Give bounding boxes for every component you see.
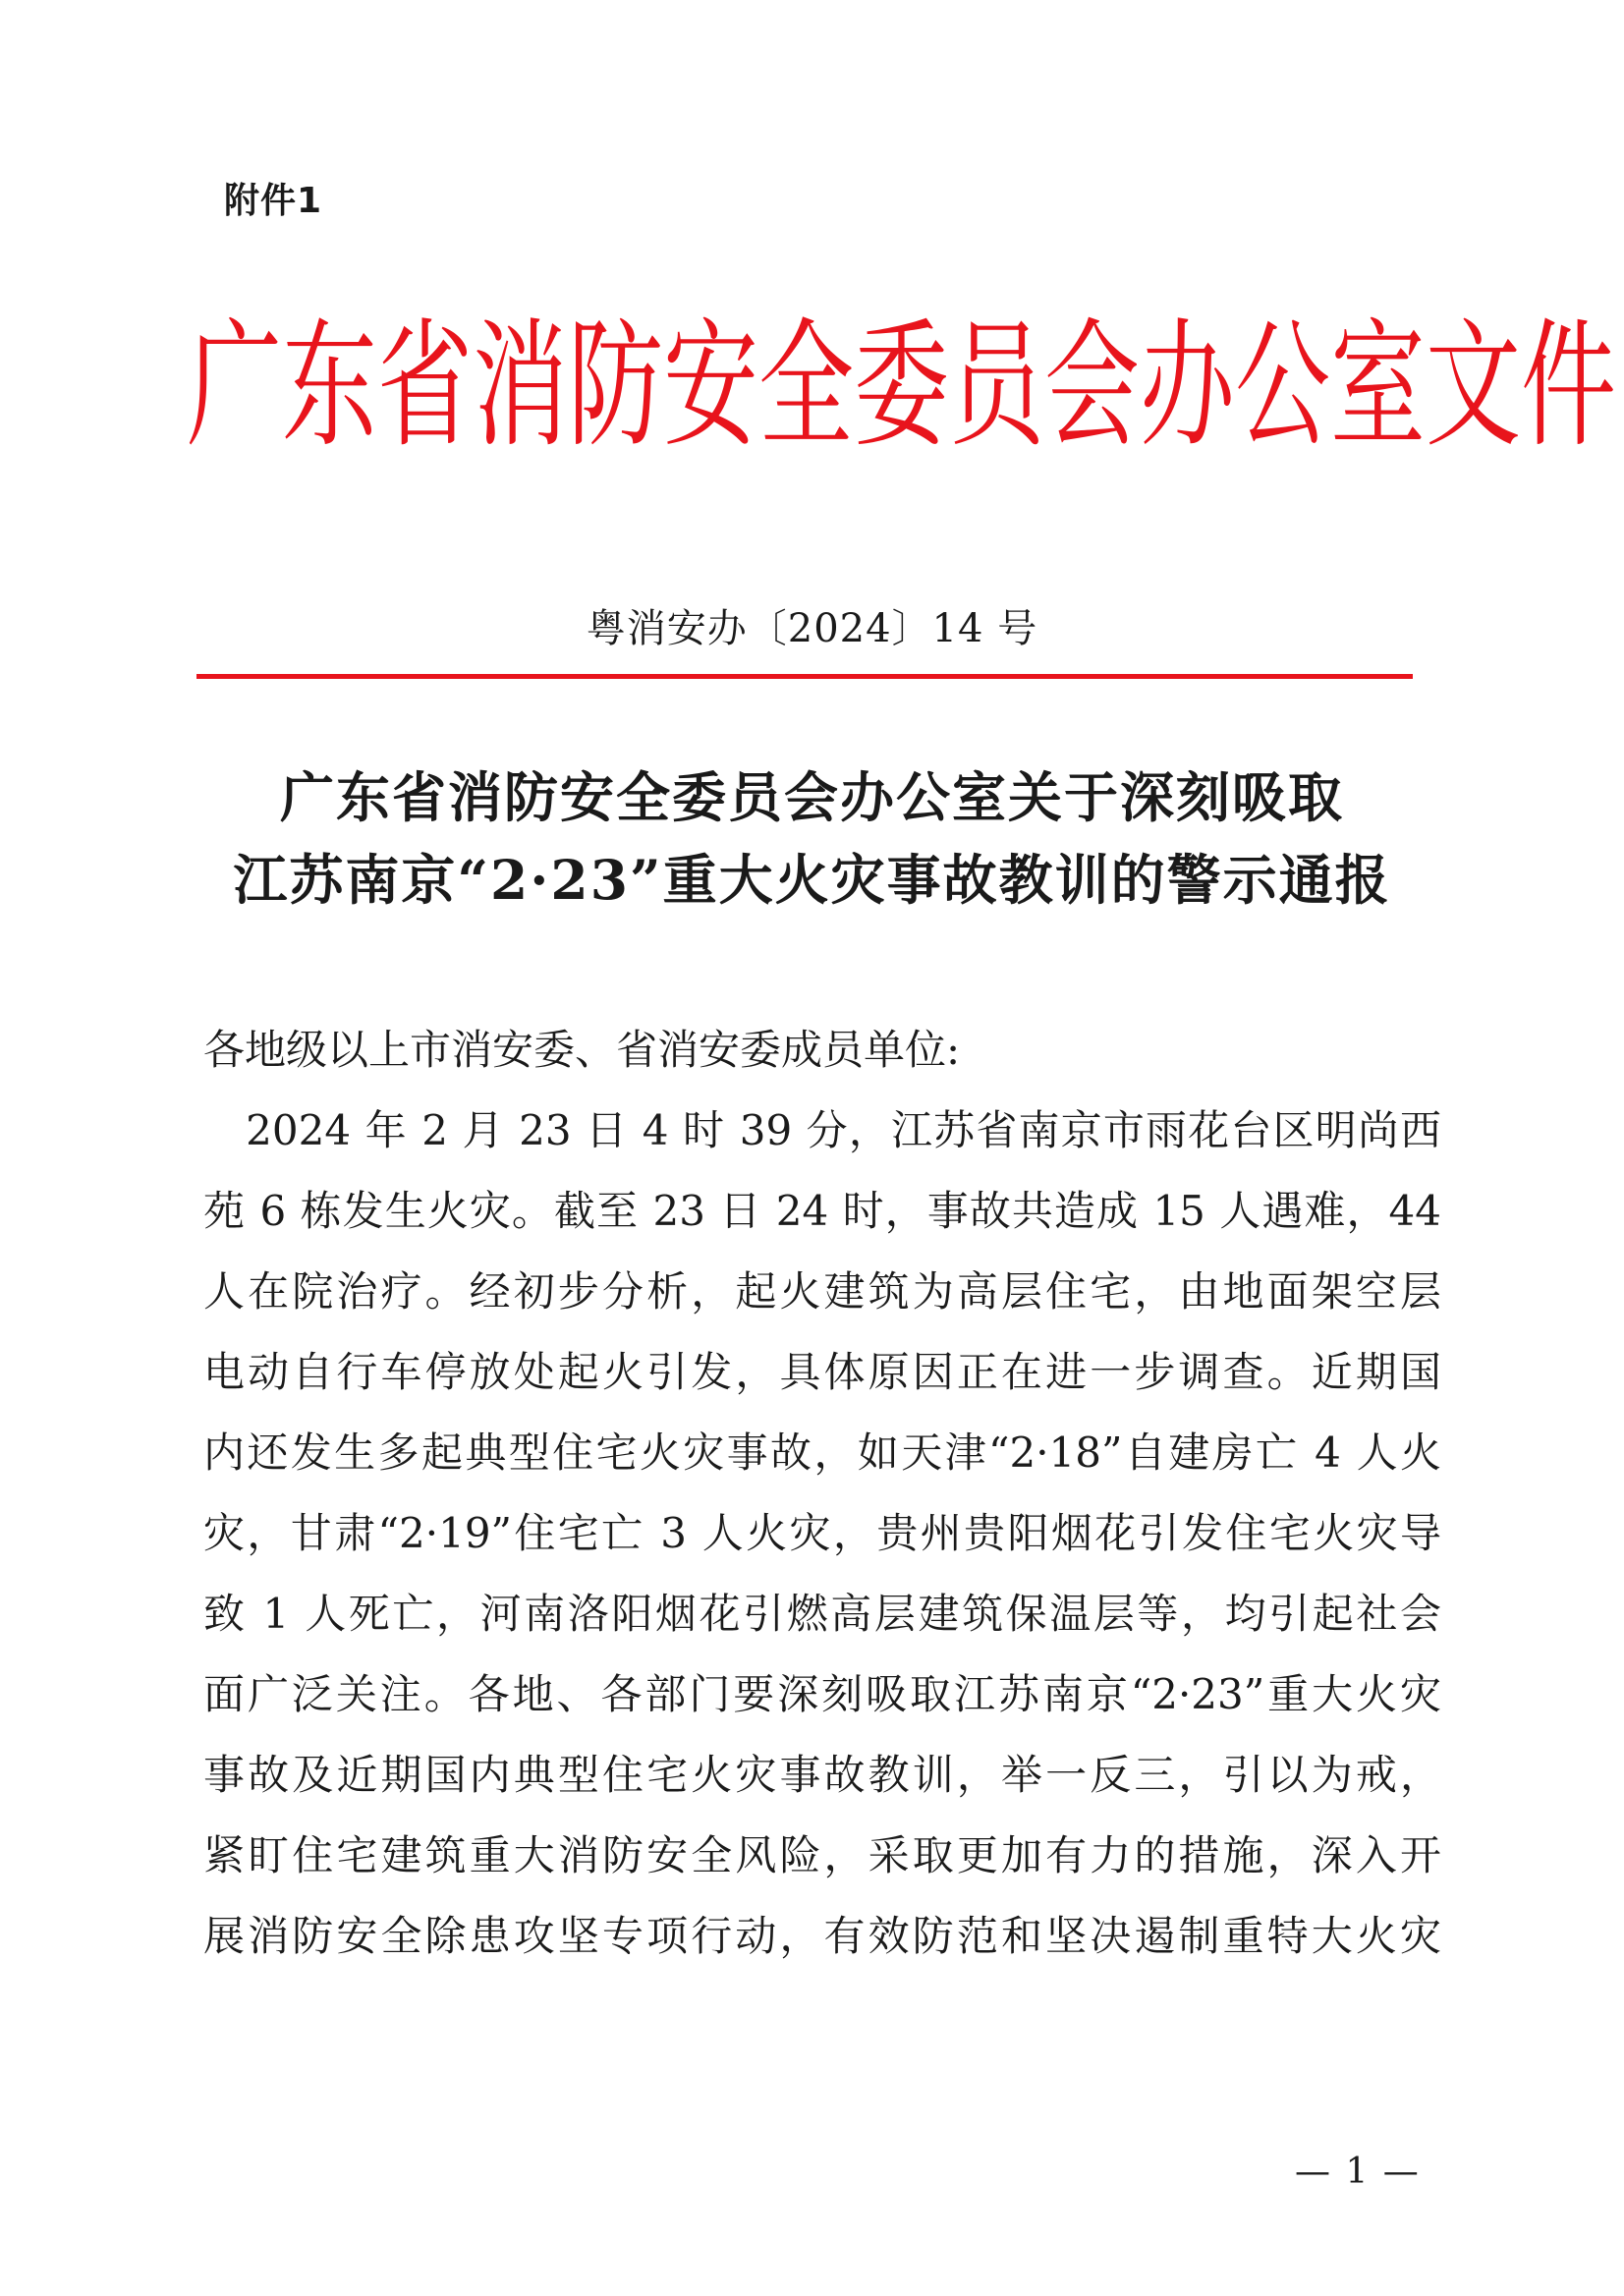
body-line: 内还发生多起典型住宅火灾事故，如天津“2·18”自建房亡 4 人火 [203,1428,1441,1477]
document-title [0,756,1624,922]
red-divider-line [196,674,1413,679]
page-number: — 1 — [1295,2152,1421,2192]
body-line: 电动自行车停放处起火引发，具体原因正在进一步调查。近期国 [203,1348,1441,1396]
body-line: 面广泛关注。各地、各部门要深刻吸取江苏南京“2·23”重大火灾 [203,1670,1441,1718]
salutation: 各地级以上市消安委、省消安委成员单位: [203,1026,961,1074]
body-line: 致 1 人死亡，河南洛阳烟花引燃高层建筑保温层等，均引起社会 [203,1590,1441,1638]
attachment-label: 附件1 [224,181,323,221]
body-line: 紧盯住宅建筑重大消防安全风险，采取更加有力的措施，深入开 [203,1831,1441,1879]
document-body [203,1010,1441,1977]
document-masthead: 广东省消防安全委员会办公室文件 [187,305,1616,467]
body-line: 苑 6 栋发生火灾。截至 23 日 24 时，事故共造成 15 人遇难，44 [203,1187,1441,1235]
body-line: 灾，甘肃“2·19”住宅亡 3 人火灾，贵州贵阳烟花引发住宅火灾导 [203,1509,1441,1557]
document-number: 粤消安办〔2024〕14 号 [586,606,1038,651]
body-line: 展消防安全除患攻坚专项行动，有效防范和坚决遏制重特大火灾 [203,1912,1441,1960]
body-line: 2024 年 2 月 23 日 4 时 39 分，江苏省南京市雨花台区明尚西 [203,1106,1441,1154]
body-line: 事故及近期国内典型住宅火灾事故教训，举一反三，引以为戒， [203,1751,1441,1799]
body-line: 人在院治疗。经初步分析，起火建筑为高层住宅，由地面架空层 [203,1267,1441,1316]
title-line: 广东省消防安全委员会办公室关于深刻吸取 [279,765,1344,829]
title-line: 江苏南京“2·23”重大火灾事故教训的警示通报 [233,848,1391,912]
